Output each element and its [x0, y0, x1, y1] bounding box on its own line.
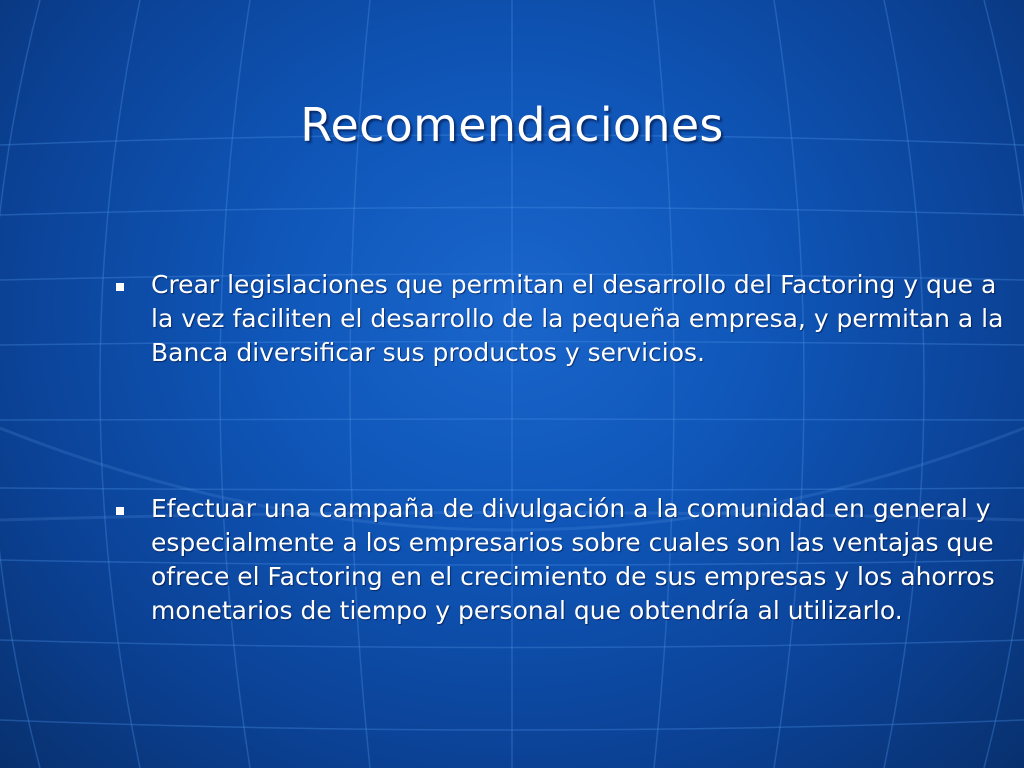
- bullet-list: [112, 268, 1017, 628]
- bullet-item: [112, 268, 1017, 370]
- bullet-text: Efectuar una campaña de divulgación a la comunidad en general y especialmente a los empresarios sobre cuales son las ventajas que ofrece el Factoring en el crecimiento de sus empresas y los ahorros monetarios de tiempo y personal que obtendría al utilizarlo.: [151, 494, 995, 625]
- bullet-item: [112, 492, 1017, 628]
- square-bullet-icon: [116, 507, 124, 515]
- slide-title: Recomendaciones: [300, 98, 724, 152]
- square-bullet-icon: [116, 283, 124, 291]
- bullet-text: Crear legislaciones que permitan el desarrollo del Factoring y que a la vez faciliten el desarrollo de la pequeña empresa, y permitan a la Banca diversificar sus productos y servicios.: [151, 270, 1004, 367]
